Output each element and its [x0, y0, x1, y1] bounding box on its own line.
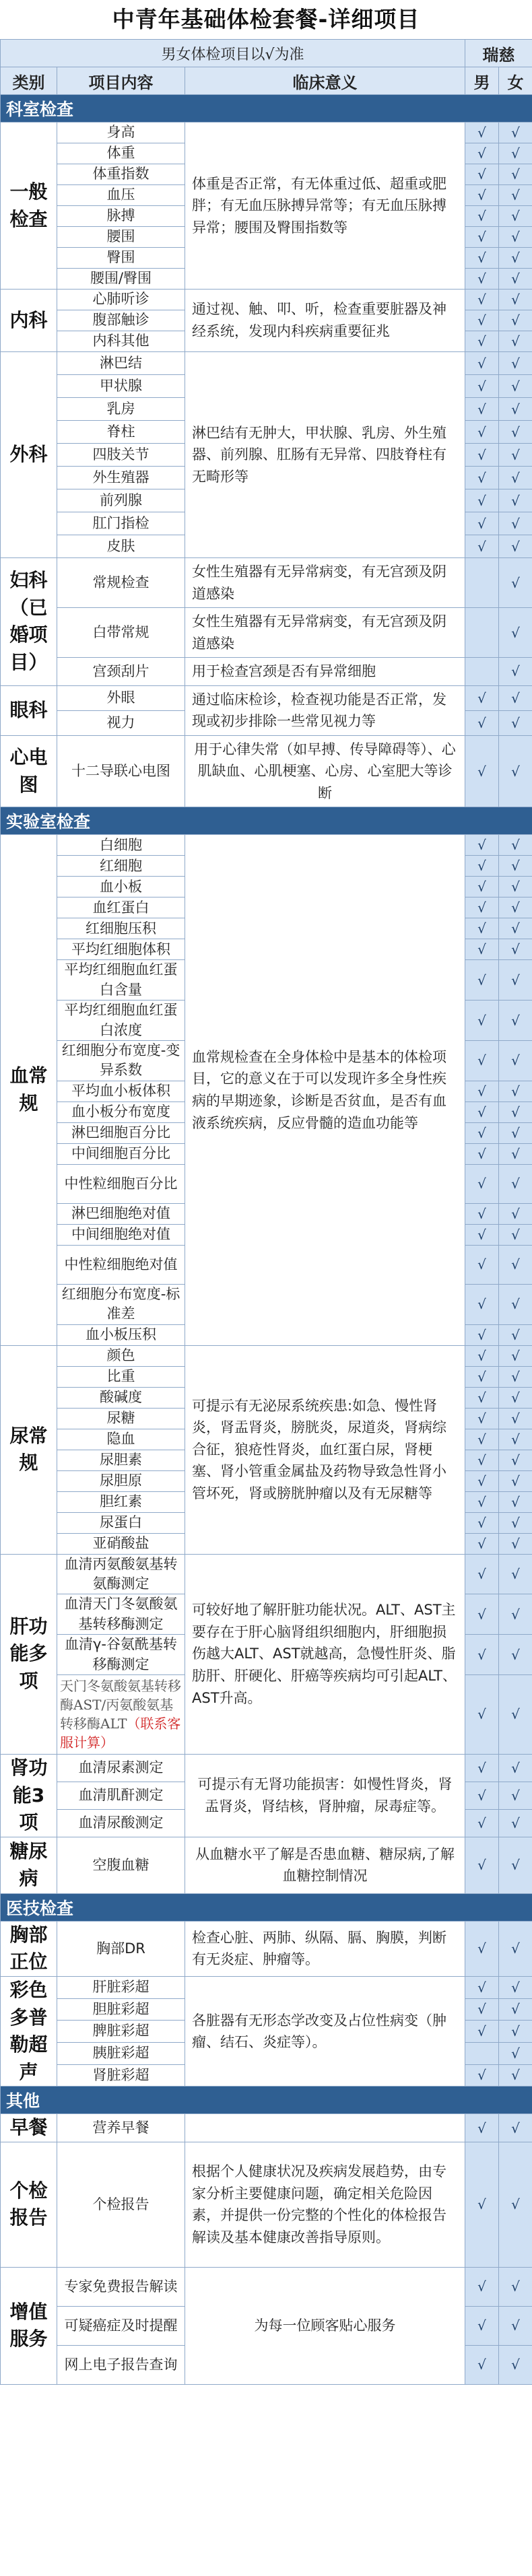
item-gyn: 宫颈刮片	[57, 658, 185, 686]
item-blood: 红细胞	[57, 856, 185, 877]
row-chest	[1, 1921, 532, 1976]
item-report: 个检报告	[57, 2142, 185, 2267]
check-male: √	[465, 1164, 499, 1203]
check-female: √	[499, 1635, 532, 1675]
category-sugar: 糖尿病	[1, 1837, 57, 1893]
check-male: √	[465, 352, 499, 375]
meaning-chest: 检查心脏、两肺、纵隔、膈、胸膜，判断有无炎症、肿瘤等。	[185, 1921, 465, 1976]
col-item-header: 项目内容	[57, 67, 185, 95]
item-surgery: 淋巴结	[57, 352, 185, 375]
check-male: √	[465, 1041, 499, 1081]
section-title-lab: 实验室检查	[1, 807, 532, 835]
meaning-report: 根据个人健康状况及疾病发展趋势，由专家分析主要健康问题，确定相关危险因素，并提供一份完整的个性化的体检报告解读及基本健康改善指导原则。	[185, 2142, 465, 2267]
check-male: √	[465, 710, 499, 735]
item-general: 臀围	[57, 248, 185, 269]
check-male: √	[465, 1998, 499, 2021]
check-female: √	[499, 2267, 532, 2306]
item-liver: 血清γ-谷氨酰基转移酶测定	[57, 1635, 185, 1675]
check-male	[465, 2042, 499, 2064]
check-male: √	[465, 1450, 499, 1470]
check-female: √	[499, 2021, 532, 2043]
col-category-header: 类别	[1, 67, 57, 95]
check-male: √	[465, 290, 499, 310]
check-female: √	[499, 1921, 532, 1976]
check-male: √	[465, 535, 499, 558]
category-internal: 内科	[1, 290, 57, 352]
check-male: √	[465, 185, 499, 206]
row-general	[1, 123, 532, 143]
column-header-row	[1, 67, 532, 95]
check-male: √	[465, 735, 499, 807]
check-male: √	[465, 164, 499, 185]
meaning-gyn: 女性生殖器有无异常病变，有无宫颈及阴道感染	[185, 608, 465, 658]
category-gyn: 妇科（已婚项目）	[1, 558, 57, 686]
item-urine: 胆红素	[57, 1491, 185, 1512]
meaning-internal: 通过视、触、叩、听，检查重要脏器及神经系统，发现内科疾病重要征兆	[185, 290, 465, 352]
check-female: √	[499, 331, 532, 352]
check-female: √	[499, 1324, 532, 1345]
section-row-lab	[1, 807, 532, 835]
check-female: √	[499, 489, 532, 512]
row-sugar	[1, 1837, 532, 1893]
row-eye	[1, 685, 532, 710]
check-male: √	[465, 1387, 499, 1408]
item-blood: 红细胞压积	[57, 918, 185, 939]
item-doppler: 肾脏彩超	[57, 2064, 185, 2087]
check-male: √	[465, 960, 499, 1001]
item-urine: 颜色	[57, 1345, 185, 1366]
check-male: √	[465, 1429, 499, 1450]
item-kidney: 血清尿酸测定	[57, 1809, 185, 1837]
item-eye: 外眼	[57, 685, 185, 710]
check-male: √	[465, 1081, 499, 1101]
page-title: 中青年基础体检套餐-详细项目	[112, 6, 420, 32]
meaning-liver: 可较好地了解肝脏功能状况。ALT、AST主要存在于肝心脑肾组织细胞内，肝细胞损伤越大ALT、AST就越高，急慢性肝炎、脂肪肝、肝硬化、肝癌等疾病均可引起ALT、AST升高。	[185, 1554, 465, 1754]
check-male: √	[465, 897, 499, 918]
exam-table	[0, 39, 532, 2385]
check-male: √	[465, 1203, 499, 1224]
item-urine: 酸碱度	[57, 1387, 185, 1408]
check-female: √	[499, 960, 532, 1001]
check-female: √	[499, 421, 532, 444]
check-female: √	[499, 185, 532, 206]
check-male: √	[465, 1143, 499, 1164]
check-female: √	[499, 2042, 532, 2064]
check-female: √	[499, 1387, 532, 1408]
item-surgery: 乳房	[57, 398, 185, 421]
item-blood: 平均红细胞血红蛋白浓度	[57, 1001, 185, 1041]
item-surgery: 肛门指检	[57, 512, 185, 535]
check-female: √	[499, 1594, 532, 1635]
check-male: √	[465, 2345, 499, 2384]
row-kidney	[1, 1754, 532, 1782]
check-male: √	[465, 1001, 499, 1041]
check-male: √	[465, 1366, 499, 1387]
check-male: √	[465, 1470, 499, 1491]
item-internal: 腹部触诊	[57, 310, 185, 331]
check-male: √	[465, 1976, 499, 1998]
table-body	[1, 40, 532, 2385]
check-male: √	[465, 331, 499, 352]
meaning-eye: 通过临床检诊，检查视功能是否正常，发现或初步排除一些常见视力等	[185, 685, 465, 735]
check-male: √	[465, 856, 499, 877]
item-general: 腰围	[57, 227, 185, 248]
gender-note-row	[1, 40, 532, 67]
check-male: √	[465, 1284, 499, 1324]
check-female: √	[499, 535, 532, 558]
item-liver: 血清天门冬氨酸氨基转移酶测定	[57, 1594, 185, 1635]
item-blood: 血小板分布宽度	[57, 1101, 185, 1122]
section-row-other	[1, 2087, 532, 2114]
check-female: √	[499, 1998, 532, 2021]
section-title-clinic: 科室检查	[1, 95, 532, 123]
check-female: √	[499, 1122, 532, 1143]
check-male: √	[465, 421, 499, 444]
check-male: √	[465, 1122, 499, 1143]
check-female: √	[499, 1470, 532, 1491]
section-row-medtech	[1, 1893, 532, 1921]
check-female: √	[499, 939, 532, 960]
item-blood: 中性粒细胞绝对值	[57, 1245, 185, 1284]
row-blood	[1, 835, 532, 856]
item-gyn: 白带常规	[57, 608, 185, 658]
check-female: √	[499, 1081, 532, 1101]
check-female: √	[499, 444, 532, 467]
item-value: 网上电子报告查询	[57, 2345, 185, 2384]
check-female: √	[499, 1533, 532, 1554]
check-male: √	[465, 143, 499, 164]
check-female: √	[499, 1345, 532, 1366]
check-male: √	[465, 1554, 499, 1594]
item-blood: 红细胞分布宽度-变异系数	[57, 1041, 185, 1081]
check-male: √	[465, 1635, 499, 1675]
check-male: √	[465, 685, 499, 710]
check-male: √	[465, 2114, 499, 2142]
check-female: √	[499, 1245, 532, 1284]
col-meaning-header: 临床意义	[185, 67, 465, 95]
item-breakfast: 营养早餐	[57, 2114, 185, 2142]
item-doppler: 胆脏彩超	[57, 1998, 185, 2021]
check-female: √	[499, 164, 532, 185]
item-liver	[57, 1674, 185, 1754]
check-female: √	[499, 1224, 532, 1245]
check-female: √	[499, 1809, 532, 1837]
check-female: √	[499, 248, 532, 269]
item-kidney: 血清尿素测定	[57, 1754, 185, 1782]
check-female: √	[499, 290, 532, 310]
check-female: √	[499, 608, 532, 658]
check-male: √	[465, 835, 499, 856]
item-doppler: 肝脏彩超	[57, 1976, 185, 1998]
meaning-urine: 可提示有无泌尿系统疾患:如急、慢性肾炎，肾盂肾炎，膀胱炎，尿道炎，肾病综合征，狼疮性肾炎，血红蛋白尿，肾梗塞、肾小管重金属盐及药物导致急性肾小管坏死，肾或膀胱肿瘤以及有无尿糖等	[185, 1345, 465, 1554]
row-report	[1, 2142, 532, 2267]
check-female: √	[499, 1491, 532, 1512]
meaning-sugar: 从血糖水平了解是否患血糖、糖尿病,了解血糖控制情况	[185, 1837, 465, 1893]
check-male: √	[465, 206, 499, 227]
check-female: √	[499, 512, 532, 535]
check-female: √	[499, 685, 532, 710]
check-female: √	[499, 310, 532, 331]
item-surgery: 外生殖器	[57, 467, 185, 489]
item-surgery: 四肢关节	[57, 444, 185, 467]
check-female: √	[499, 1164, 532, 1203]
item-blood: 血红蛋白	[57, 897, 185, 918]
check-male: √	[465, 1674, 499, 1754]
check-female: √	[499, 1754, 532, 1782]
check-female: √	[499, 1450, 532, 1470]
item-gyn: 常规检查	[57, 558, 185, 608]
item-urine: 尿胆素	[57, 1450, 185, 1470]
item-value: 可疑癌症及时提醒	[57, 2306, 185, 2345]
check-female: √	[499, 2306, 532, 2345]
item-internal: 内科其他	[57, 331, 185, 352]
section-title-other: 其他	[1, 2087, 532, 2114]
item-chest: 胸部DR	[57, 1921, 185, 1976]
item-value: 专家免费报告解读	[57, 2267, 185, 2306]
liver-ratio-note: （联系客服计算）	[60, 1716, 181, 1751]
meaning-surgery: 淋巴结有无肿大，甲状腺、乳房、外生殖器、前列腺、肛肠有无异常、四肢脊柱有无畸形等	[185, 352, 465, 558]
check-female: √	[499, 918, 532, 939]
check-male: √	[465, 1245, 499, 1284]
section-row-clinic	[1, 95, 532, 123]
item-general: 脉搏	[57, 206, 185, 227]
meaning-gyn: 女性生殖器有无异常病变，有无宫颈及阴道感染	[185, 558, 465, 608]
check-male: √	[465, 1408, 499, 1429]
check-female: √	[499, 1408, 532, 1429]
check-male: √	[465, 467, 499, 489]
meaning-breakfast	[185, 2114, 465, 2142]
item-doppler: 脾脏彩超	[57, 2021, 185, 2043]
check-female: √	[499, 206, 532, 227]
item-urine: 尿糖	[57, 1408, 185, 1429]
category-ecg: 心电图	[1, 735, 57, 807]
check-male: √	[465, 939, 499, 960]
row-doppler	[1, 1976, 532, 1998]
item-liver: 血清丙氨酸氨基转氨酶测定	[57, 1554, 185, 1594]
item-doppler: 胰脏彩超	[57, 2042, 185, 2064]
check-male: √	[465, 1594, 499, 1635]
item-urine: 尿蛋白	[57, 1512, 185, 1533]
item-blood: 平均红细胞血红蛋白含量	[57, 960, 185, 1001]
check-female: √	[499, 352, 532, 375]
check-male: √	[465, 1754, 499, 1782]
check-female: √	[499, 1837, 532, 1893]
item-sugar: 空腹血糖	[57, 1837, 185, 1893]
item-blood: 血小板压积	[57, 1324, 185, 1345]
check-male: √	[465, 1837, 499, 1893]
check-male	[465, 608, 499, 658]
meaning-ecg: 用于心律失常（如早搏、传导障碍等）、心肌缺血、心肌梗塞、心房、心室肥大等诊断	[185, 735, 465, 807]
item-blood: 中间细胞百分比	[57, 1143, 185, 1164]
check-male: √	[465, 2267, 499, 2306]
check-female: √	[499, 1976, 532, 1998]
item-general: 腰围/臀围	[57, 269, 185, 290]
check-male: √	[465, 1533, 499, 1554]
category-chest: 胸部正位	[1, 1921, 57, 1976]
check-female: √	[499, 877, 532, 897]
check-male: √	[465, 1512, 499, 1533]
category-value: 增值服务	[1, 2267, 57, 2384]
check-female: √	[499, 2114, 532, 2142]
item-surgery: 甲状腺	[57, 375, 185, 398]
meaning-value: 为每一位顾客贴心服务	[185, 2267, 465, 2384]
check-female: √	[499, 123, 532, 143]
category-report: 个检报告	[1, 2142, 57, 2267]
check-female: √	[499, 1674, 532, 1754]
row-ecg	[1, 735, 532, 807]
item-blood: 平均红细胞体积	[57, 939, 185, 960]
check-female: √	[499, 1512, 532, 1533]
check-male: √	[465, 1782, 499, 1809]
check-female: √	[499, 1284, 532, 1324]
category-surgery: 外科	[1, 352, 57, 558]
check-male: √	[465, 489, 499, 512]
category-breakfast: 早餐	[1, 2114, 57, 2142]
check-female: √	[499, 735, 532, 807]
row-liver	[1, 1554, 532, 1594]
item-urine: 尿胆原	[57, 1470, 185, 1491]
item-kidney: 血清肌酐测定	[57, 1782, 185, 1809]
check-female: √	[499, 710, 532, 735]
item-blood: 红细胞分布宽度-标准差	[57, 1284, 185, 1324]
row-gyn	[1, 558, 532, 608]
check-female: √	[499, 1101, 532, 1122]
item-internal: 心肺听诊	[57, 290, 185, 310]
item-general: 体重指数	[57, 164, 185, 185]
check-female: √	[499, 897, 532, 918]
check-female: √	[499, 856, 532, 877]
col-male-header: 男	[465, 67, 499, 95]
check-male	[465, 558, 499, 608]
meaning-general: 体重是否正常，有无体重过低、超重或肥胖；有无血压脉搏异常等；有无血压脉搏异常；腰围及臀围指数等	[185, 123, 465, 290]
item-general: 体重	[57, 143, 185, 164]
item-ecg: 十二导联心电图	[57, 735, 185, 807]
row-gyn	[1, 608, 532, 658]
gender-note: 男女体检项目以√为准	[1, 40, 465, 67]
row-internal	[1, 290, 532, 310]
category-liver: 肝功能多项	[1, 1554, 57, 1754]
check-female: √	[499, 1366, 532, 1387]
item-blood: 淋巴细胞百分比	[57, 1122, 185, 1143]
item-surgery: 皮肤	[57, 535, 185, 558]
check-female: √	[499, 2345, 532, 2384]
section-title-medtech: 医技检查	[1, 1893, 532, 1921]
check-male: √	[465, 1101, 499, 1122]
check-female: √	[499, 467, 532, 489]
check-female: √	[499, 2142, 532, 2267]
meaning-gyn: 用于检查宫颈是否有异常细胞	[185, 658, 465, 686]
item-surgery: 前列腺	[57, 489, 185, 512]
check-female: √	[499, 1554, 532, 1594]
category-blood: 血常规	[1, 835, 57, 1345]
liver-ratio-label: 天门冬氨酸氨基转移酶AST/丙氨酸氨基转移酶ALT	[60, 1678, 181, 1732]
brand-cell: 瑞慈	[465, 40, 532, 67]
check-female: √	[499, 227, 532, 248]
check-male: √	[465, 310, 499, 331]
row-value	[1, 2267, 532, 2306]
check-female: √	[499, 398, 532, 421]
meaning-blood: 血常规检查在全身体检中是基本的体检项目，它的意义在于可以发现许多全身性疾病的早期迹象，诊断是否贫血，是否有血液系统疾病，反应骨髓的造血功能等	[185, 835, 465, 1345]
check-male: √	[465, 375, 499, 398]
check-male: √	[465, 444, 499, 467]
check-female: √	[499, 1041, 532, 1081]
item-blood: 淋巴细胞绝对值	[57, 1203, 185, 1224]
check-female: √	[499, 658, 532, 686]
item-blood: 中性粒细胞百分比	[57, 1164, 185, 1203]
check-male: √	[465, 1224, 499, 1245]
check-male: √	[465, 2142, 499, 2267]
check-female: √	[499, 1001, 532, 1041]
check-male: √	[465, 1324, 499, 1345]
check-male: √	[465, 2064, 499, 2087]
check-male: √	[465, 227, 499, 248]
check-male: √	[465, 248, 499, 269]
check-female: √	[499, 1203, 532, 1224]
item-blood: 血小板	[57, 877, 185, 897]
category-urine: 尿常规	[1, 1345, 57, 1554]
meaning-doppler: 各脏器有无形态学改变及占位性病变（肿瘤、结石、炎症等）。	[185, 1976, 465, 2086]
item-general: 血压	[57, 185, 185, 206]
check-female: √	[499, 835, 532, 856]
check-male: √	[465, 1345, 499, 1366]
check-female: √	[499, 1782, 532, 1809]
check-male: √	[465, 918, 499, 939]
item-surgery: 脊柱	[57, 421, 185, 444]
check-male: √	[465, 2021, 499, 2043]
check-male: √	[465, 1809, 499, 1837]
check-female: √	[499, 1143, 532, 1164]
check-female: √	[499, 558, 532, 608]
check-male: √	[465, 877, 499, 897]
item-blood: 中间细胞绝对值	[57, 1224, 185, 1245]
category-kidney: 肾功能3项	[1, 1754, 57, 1837]
item-eye: 视力	[57, 710, 185, 735]
check-male: √	[465, 1491, 499, 1512]
check-female: √	[499, 269, 532, 290]
item-blood: 平均血小板体积	[57, 1081, 185, 1101]
category-general: 一般检查	[1, 123, 57, 290]
check-male: √	[465, 512, 499, 535]
check-male: √	[465, 2306, 499, 2345]
item-urine: 比重	[57, 1366, 185, 1387]
check-female: √	[499, 2064, 532, 2087]
category-doppler: 彩色多普勒超声	[1, 1976, 57, 2086]
check-male: √	[465, 1921, 499, 1976]
check-male: √	[465, 269, 499, 290]
category-eye: 眼科	[1, 685, 57, 735]
row-urine	[1, 1345, 532, 1366]
row-surgery	[1, 352, 532, 375]
item-general: 身高	[57, 123, 185, 143]
col-female-header: 女	[499, 67, 532, 95]
item-urine: 亚硝酸盐	[57, 1533, 185, 1554]
row-breakfast	[1, 2114, 532, 2142]
check-male: √	[465, 123, 499, 143]
check-female: √	[499, 1429, 532, 1450]
check-male	[465, 658, 499, 686]
check-female: √	[499, 375, 532, 398]
check-female: √	[499, 143, 532, 164]
item-blood: 白细胞	[57, 835, 185, 856]
row-gyn	[1, 658, 532, 686]
item-urine: 隐血	[57, 1429, 185, 1450]
meaning-kidney: 可提示有无肾功能损害：如慢性肾炎，肾盂肾炎，肾结核，肾肿瘤，尿毒症等。	[185, 1754, 465, 1837]
check-male: √	[465, 398, 499, 421]
